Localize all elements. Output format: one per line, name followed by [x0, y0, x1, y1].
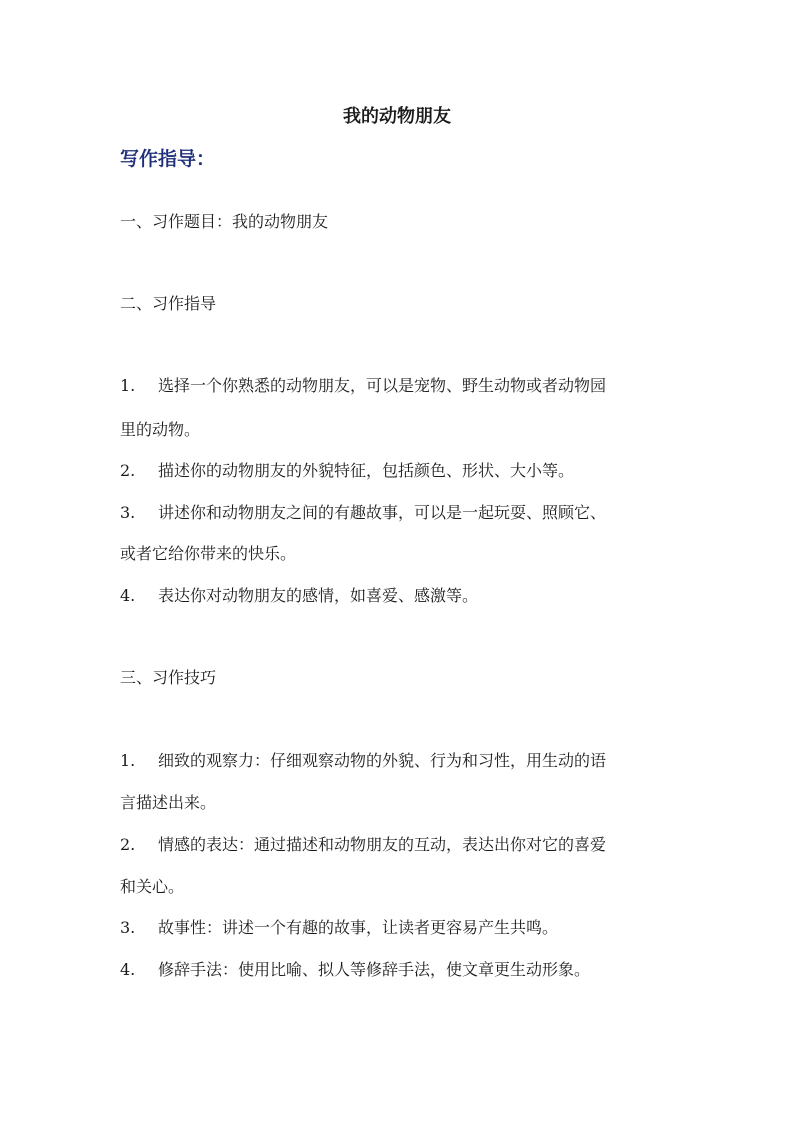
item-text: 讲述你和动物朋友之间的有趣故事，可以是一起玩耍、照顾它、 [158, 503, 607, 522]
item-number: 1. [120, 376, 136, 395]
item-text: 描述你的动物朋友的外貌特征，包括颜色、形状、大小等。 [158, 461, 575, 480]
item-number: 4. [120, 960, 136, 979]
section-3-heading: 三、习作技巧 [120, 668, 217, 687]
section-2-item-1-continuation: 里的动物。 [120, 420, 201, 439]
guide-heading: 写作指导： [120, 148, 216, 170]
section-3-item-2-continuation: 和关心。 [120, 877, 185, 896]
section-3-item-4 [120, 958, 680, 982]
item-text: 修辞手法：使用比喻、拟人等修辞手法，使文章更生动形象。 [158, 960, 591, 979]
item-text: 故事性：讲述一个有趣的故事，让读者更容易产生共鸣。 [158, 918, 559, 937]
section-3-item-2 [120, 833, 680, 857]
item-number: 2. [120, 835, 136, 854]
item-text: 表达你对动物朋友的感情，如喜爱、感激等。 [158, 586, 479, 605]
topic-line: 一、习作题目：我的动物朋友 [120, 212, 329, 231]
section-3-item-1-continuation: 言描述出来。 [120, 793, 217, 812]
page-title: 我的动物朋友 [343, 106, 451, 127]
item-text: 情感的表达：通过描述和动物朋友的互动，表达出你对它的喜爱 [158, 835, 607, 854]
section-3-item-1 [120, 749, 680, 773]
item-text: 选择一个你熟悉的动物朋友，可以是宠物、野生动物或者动物园 [158, 376, 607, 395]
item-number: 2. [120, 461, 136, 480]
item-number: 3. [120, 503, 136, 522]
section-2-item-3-continuation: 或者它给你带来的快乐。 [120, 544, 297, 563]
section-2-item-2 [120, 459, 680, 483]
section-3-item-3 [120, 916, 680, 940]
section-2-item-4 [120, 584, 680, 608]
item-number: 1. [120, 751, 136, 770]
section-2-item-3 [120, 501, 680, 525]
section-2-item-1 [120, 374, 680, 398]
section-2-heading: 二、习作指导 [120, 294, 217, 313]
item-text: 细致的观察力：仔细观察动物的外貌、行为和习性，用生动的语 [158, 751, 607, 770]
item-number: 4. [120, 586, 136, 605]
item-number: 3. [120, 918, 136, 937]
